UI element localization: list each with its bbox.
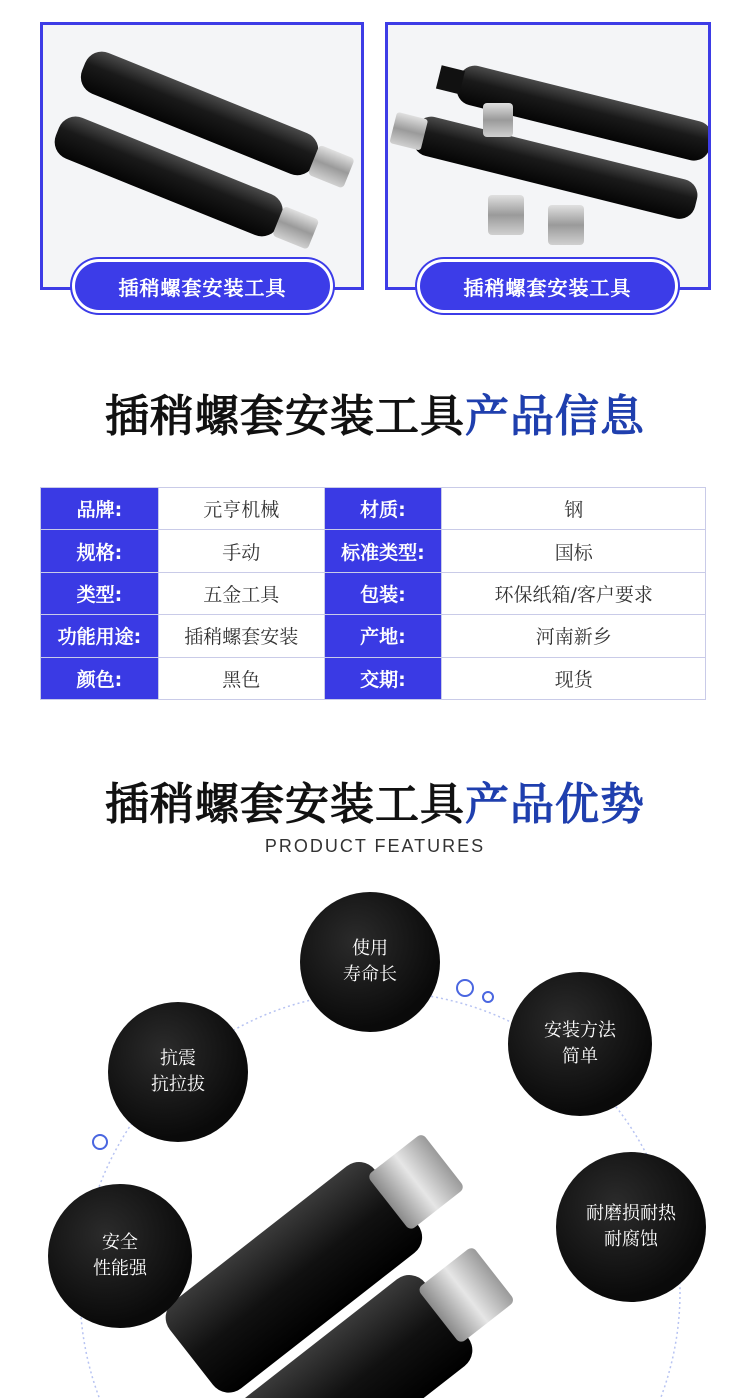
feature-text: 安装方法 [544, 1020, 616, 1041]
spec-key: 类型: [41, 572, 159, 614]
feature-text: 安全 [102, 1232, 138, 1253]
features-section-title [0, 768, 750, 832]
features-title-blue: 产品优势 [465, 779, 645, 830]
feature-text: 抗震 [160, 1048, 196, 1069]
spec-value: 钢 [442, 488, 706, 530]
spec-key: 标准类型: [324, 530, 442, 572]
info-title-blue: 产品信息 [465, 391, 645, 442]
feature-text: 耐磨损耐热 [586, 1203, 676, 1224]
photo-caption-left: 插稍螺套安装工具 [75, 262, 330, 310]
spec-key: 交期: [324, 657, 442, 699]
feature-text: 性能强 [93, 1258, 147, 1279]
feature-text: 耐腐蚀 [604, 1229, 658, 1250]
spec-key: 品牌: [41, 488, 159, 530]
feature-bubble-easy-install [508, 972, 652, 1116]
spec-value: 黑色 [158, 657, 324, 699]
features-diagram [0, 872, 750, 1398]
photo-caption-right: 插稍螺套安装工具 [420, 262, 675, 310]
spec-key: 产地: [324, 615, 442, 657]
info-title-black: 插稍螺套安装工具 [105, 391, 465, 442]
spec-key: 规格: [41, 530, 159, 572]
table-row [41, 572, 706, 614]
spec-table [40, 487, 706, 700]
feature-text: 使用 [352, 938, 388, 959]
feature-text: 寿命长 [343, 964, 397, 985]
feature-bubble-safety [48, 1184, 192, 1328]
features-title-black: 插稍螺套安装工具 [105, 779, 465, 830]
feature-bubble-wear-resistant [556, 1152, 706, 1302]
spec-key: 材质: [324, 488, 442, 530]
spec-key: 包装: [324, 572, 442, 614]
feature-bubble-shockproof [108, 1002, 248, 1142]
spec-value: 现货 [442, 657, 706, 699]
spec-value: 国标 [442, 530, 706, 572]
spec-key: 功能用途: [41, 615, 159, 657]
spec-key: 颜色: [41, 657, 159, 699]
product-photo-left [40, 22, 364, 290]
spec-value: 五金工具 [158, 572, 324, 614]
table-row [41, 488, 706, 530]
product-photo-right [385, 22, 711, 290]
spec-value: 元亨机械 [158, 488, 324, 530]
feature-text: 简单 [562, 1046, 598, 1067]
info-section-title [0, 380, 750, 444]
feature-bubble-lifespan [300, 892, 440, 1032]
table-row [41, 615, 706, 657]
table-row [41, 530, 706, 572]
feature-text: 抗拉拔 [151, 1074, 205, 1095]
spec-value: 插稍螺套安装 [158, 615, 324, 657]
table-row [41, 657, 706, 699]
spec-value: 环保纸箱/客户要求 [442, 572, 706, 614]
tool-closeup-image [142, 1117, 552, 1398]
features-subtitle: PRODUCT FEATURES [264, 836, 486, 856]
spec-value: 手动 [158, 530, 324, 572]
spec-value: 河南新乡 [442, 615, 706, 657]
